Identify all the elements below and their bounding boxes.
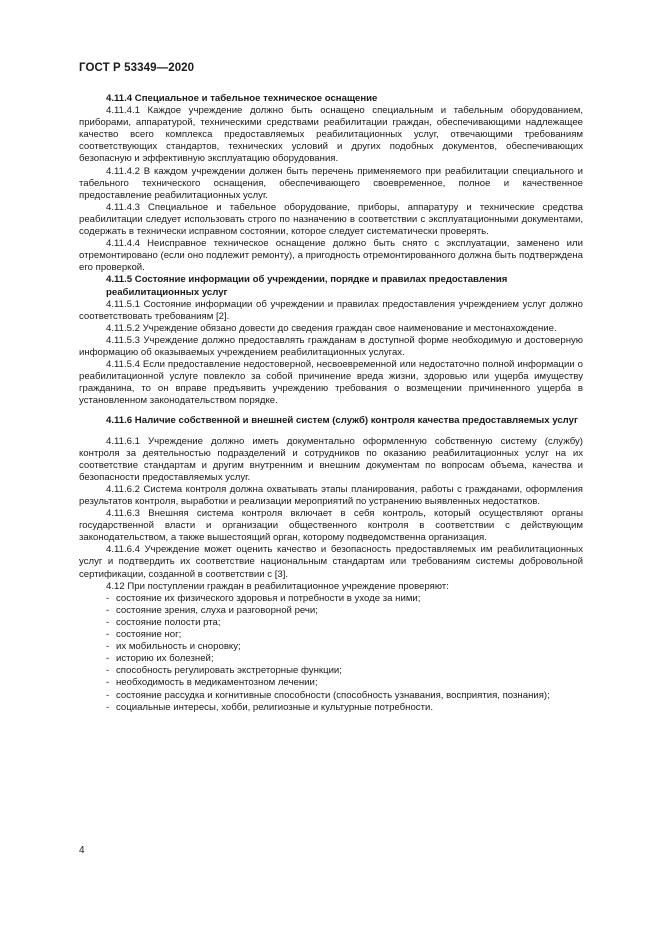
admission-checklist — [79, 593, 583, 714]
section-heading: 4.11.4 Специальное и табельное техническое оснащение — [106, 93, 378, 104]
paragraph: 4.11.4.4 Неисправное техническое оснащение должно быть снято с эксплуатации, заменено или отремонтировано (если оно подлежит ремонту), а пригодность отремонтированного должна быть подтверждена его проверкой. — [79, 238, 583, 274]
list-item: - состояние полости рта; — [106, 617, 583, 629]
paragraph: 4.11.4.1 Каждое учреждение должно быть оснащено специальным и табельным оборудованием, приборами, аппаратурой, техническими средствами реабилитации граждан, обеспечивающими надлежащее качество всего комплекса предоставляемых реабилитационных услуг, отвечающими требованиям соответствующих стандартов, технических условий и других подобных документов, обеспечивающих безопасную и эффективную эксплуатацию оборудования. — [79, 105, 583, 165]
paragraph: 4.11.5.3 Учреждение должно предоставлять гражданам в доступной форме необходимую и достоверную информацию об оказываемых учреждением реабилитационных услугах. — [79, 334, 583, 358]
list-item: - историю их болезней; — [106, 653, 583, 665]
text-blocks — [79, 93, 583, 593]
list-item: - социальные интересы, хобби, религиозные и культурные потребности. — [106, 702, 583, 714]
paragraph: 4.11.5.1 Состояние информации об учреждении и правилах предоставления учреждением услуг должно соответствовать требованиям [2]. — [79, 298, 583, 322]
list-item: - состояние их физического здоровья и потребности в уходе за ними; — [106, 593, 583, 605]
paragraph: 4.11.6.1 Учреждение должно иметь документально оформленную собственную систему (службу) контроля за деятельностью подразделений и сотрудников по оказанию реабилитационных услуг на их соответствие стандартам и другим внутренним и внешним документам по вопросам объема, качества и безопасности предоставляемых услуг. — [79, 435, 583, 483]
list-item: - необходимость в медикаментозном лечении; — [106, 677, 583, 689]
paragraph: 4.11.5.2 Учреждение обязано довести до сведения граждан свое наименование и местонахождение. — [106, 322, 557, 334]
section-heading: 4.11.5 Состояние информации об учреждении, порядке и правилах предоставления реабилитационных услуг — [106, 274, 508, 298]
document-header: ГОСТ Р 53349—2020 — [79, 62, 195, 74]
list-item: - способность регулировать экстреторные функции; — [106, 665, 583, 677]
page-number: 4 — [79, 845, 85, 856]
paragraph: 4.12 При поступлении граждан в реабилитационное учреждение проверяют: — [106, 580, 449, 592]
paragraph: 4.11.4.3 Специальное и табельное оборудование, приборы, аппаратуру и технические средства реабилитации следует использовать строго по назначению в соответствии с эксплуатационными документами, содержать в технически исправном состоянии, которое следует систематически проверять. — [79, 201, 583, 238]
paragraph: 4.11.4.2 В каждом учреждении должен быть перечень применяемого при реабилитации специального и табельного технического оснащения, обеспечивающего своевременное, полное и качественное предоставление реабилитационных услуг. — [79, 165, 583, 201]
list-item: - состояние рассудка и когнитивные способности (способность узнавания, восприятия, познания); — [106, 690, 583, 702]
paragraph: 4.11.5.4 Если предоставление недостоверной, несвоевременной или недостаточно полной информации о реабилитационной услуге повлекло за собой причинение вреда жизни, здоровью или ущерба имуществу гражданина, то он вправе предъявить учреждению требования о возмещении причиненного ущерба в установленном законодательством порядке. — [79, 359, 583, 407]
list-item: - состояние ног; — [106, 629, 583, 641]
paragraph: 4.11.6.4 Учреждение может оценить качество и безопасность предоставляемых им реабилитационных услуг и подтвердить их соответствие национальным стандартам или требованиям системы добровольной сертификации, созданной в соответствии с [3]. — [79, 544, 583, 580]
section-heading: 4.11.6 Наличие собственной и внешней систем (служб) контроля качества предоставляемых услуг — [106, 415, 578, 427]
document-body — [79, 93, 583, 714]
paragraph: 4.11.6.3 Внешняя система контроля включает в себя контроль, который осуществляют органы государственной власти и организации общественного контроля в соответствии с действующим законодательством, а также вышестоящий орган, которому подведомственна организация. — [79, 508, 583, 544]
paragraph: 4.11.6.2 Система контроля должна охватывать этапы планирования, работы с гражданами, оформления результатов контроля, выработки и реализации мероприятий по устранению выявленных недостатков. — [79, 483, 583, 507]
list-item: - состояние зрения, слуха и разговорной речи; — [106, 605, 583, 617]
list-item: - их мобильность и сноровку; — [106, 641, 583, 653]
